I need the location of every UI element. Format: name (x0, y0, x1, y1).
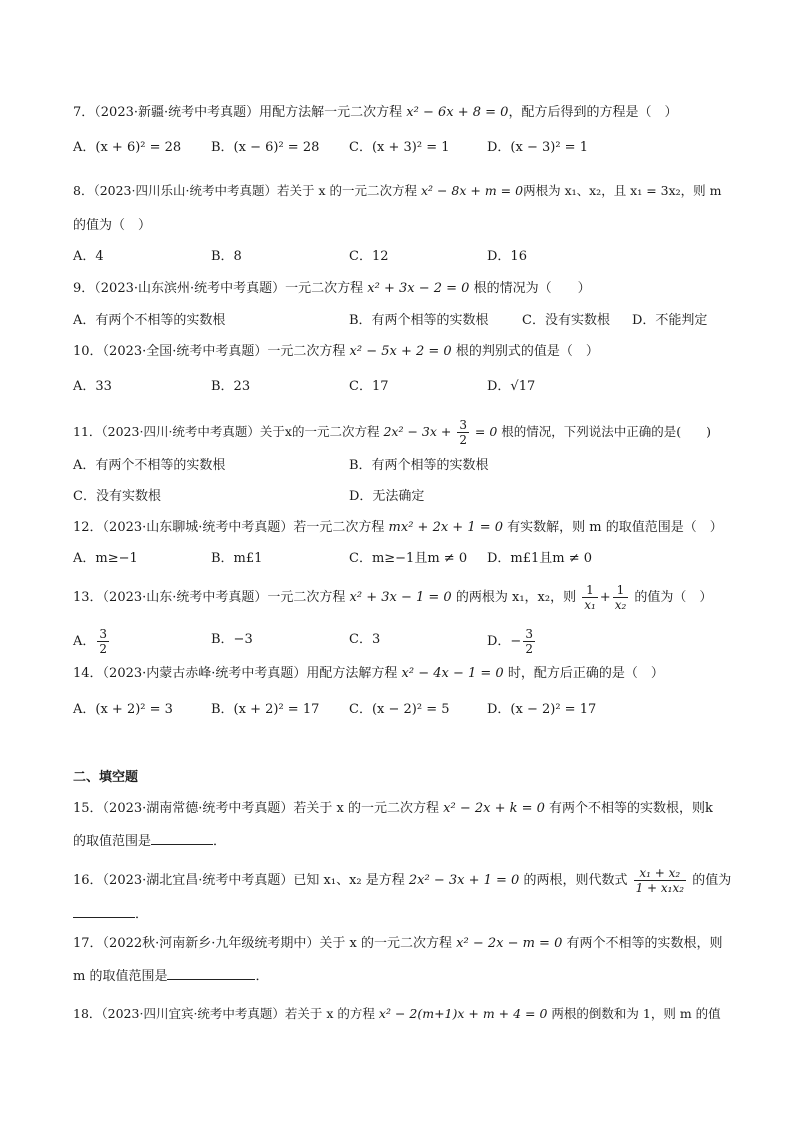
option-a[interactable]: A．有两个不相等的实数根 (73, 313, 226, 328)
question-source: （2023·四川宜宾·统考中考真题） (101, 1006, 285, 1021)
question-number: 14． (73, 666, 103, 681)
option-c[interactable]: C．(x − 2)² = 5 (349, 702, 450, 717)
fraction: $\frac{3}{2}$ (525, 627, 533, 656)
equation: x² + 3x − 1 = 0 (349, 590, 452, 605)
section-title: 二、填空题 (73, 770, 139, 785)
option-a[interactable]: A．有两个不相等的实数根 (73, 458, 226, 473)
question-number: 13． (73, 590, 103, 605)
equation: x² − 6x + 8 = 0 (406, 105, 509, 120)
option-d[interactable]: D．√17 (487, 379, 536, 394)
option-d[interactable]: D．m£1且m ≠ 0 (487, 551, 593, 566)
fraction: $\frac{3}{2}$ (99, 627, 108, 656)
option-a[interactable]: A．33 (73, 379, 112, 394)
question-16-stem-cont: ． (73, 904, 148, 925)
question-8-stem-cont: 的值为（ ） (73, 218, 152, 233)
question-number: 10． (73, 344, 103, 359)
equation: x² − 4x − 1 = 0 (401, 666, 504, 681)
question-number: 7． (73, 105, 95, 120)
option-d[interactable]: D．16 (487, 249, 527, 264)
question-17-stem: 17．（2022秋·河南新乡·九年级统考期中）关于 x 的一元二次方程 x² − 2x − m = 0 有两个不相等的实数根，则 (73, 936, 723, 951)
option-c[interactable]: C．3 (349, 632, 381, 647)
fraction: $\frac{\text{x₁ + x₂}}{\text{1 + x₁x₂}}$ (635, 866, 685, 895)
option-c[interactable]: C．17 (349, 379, 389, 394)
question-8-stem: 8．（2023·四川乐山·统考中考真题）若关于 x 的一元二次方程 x² − 8x + m = 0两根为 x₁、x₂，且 x₁ = 3x₂，则 m (73, 183, 722, 198)
option-a[interactable]: A．(x + 2)² = 3 (73, 702, 173, 717)
option-d[interactable]: D．(x − 3)² = 1 (487, 140, 588, 155)
fraction: $\frac{3}{2}$ (459, 418, 467, 447)
question-12-stem: 12．（2023·山东聊城·统考中考真题）若一元二次方程 mx² + 2x + 1 = 0 有实数解，则 m 的取值范围是（ ） (73, 520, 723, 535)
option-c[interactable]: C．没有实数根 (522, 313, 610, 328)
question-15-stem-cont: 的取值范围是 ． (73, 831, 226, 852)
question-9-stem: 9．（2023·山东滨州·统考中考真题）一元二次方程 x² + 3x − 2 = 0 根的情况为（ ） (73, 281, 591, 296)
answer-blank[interactable] (73, 904, 135, 918)
equation: x² − 2(m+1)x + m + 4 = 0 (378, 1006, 548, 1021)
option-d[interactable]: D．不能判定 (632, 313, 708, 328)
option-b[interactable]: B．有两个相等的实数根 (349, 313, 489, 328)
question-13-stem: 13．（2023·山东·统考中考真题）一元二次方程 x² + 3x − 1 = 0 的两根为 x₁，x₂，则 $\frac{1}{\text{x₁}}$ + $\frac{1}{\text{x₂}}$ 的值为（ ） (73, 583, 713, 612)
question-number: 9． (73, 281, 95, 296)
fraction: $\frac{1}{\text{x₂}}$ (614, 583, 627, 612)
question-source: （2023·山东聊城·统考中考真题） (102, 520, 294, 535)
question-source: （2023·湖北宜昌·统考中考真题） (102, 873, 294, 888)
equation: mx² + 2x + 1 = 0 (388, 520, 504, 535)
equation: 2x² − 3x + $\frac{3}{2}$ = 0 (383, 418, 498, 447)
question-number: 11． (73, 424, 102, 439)
answer-blank[interactable] (167, 966, 255, 980)
question-number: 17． (73, 936, 103, 951)
option-a[interactable]: A．m≥−1 (73, 551, 138, 566)
question-source: （2023·四川乐山·统考中考真题） (93, 183, 277, 198)
option-a[interactable]: A．4 (73, 249, 104, 264)
option-a[interactable]: A． $\frac{3}{2}$ (73, 627, 108, 656)
answer-blank[interactable] (151, 831, 213, 845)
option-c[interactable]: C．12 (349, 249, 389, 264)
question-number: 18． (73, 1006, 102, 1021)
equation: x² − 2x + k = 0 (443, 801, 545, 816)
fraction: $\frac{1}{\text{x₁}}$ (584, 583, 596, 612)
question-17-stem-cont: m 的取值范围是 ． (73, 966, 268, 987)
question-number: 8． (73, 183, 94, 198)
question-source: （2023·山东滨州·统考中考真题） (94, 281, 286, 296)
option-c[interactable]: C．m≥−1且m ≠ 0 (349, 551, 468, 566)
option-c[interactable]: C．没有实数根 (73, 489, 161, 504)
question-15-stem: 15．（2023·湖南常德·统考中考真题）若关于 x 的一元二次方程 x² − 2x + k = 0 有两个不相等的实数根，则k (73, 801, 713, 816)
option-b[interactable]: B．有两个相等的实数根 (349, 458, 489, 473)
option-b[interactable]: B．(x − 6)² = 28 (211, 140, 320, 155)
option-b[interactable]: B．(x + 2)² = 17 (211, 702, 320, 717)
option-c[interactable]: C．(x + 3)² = 1 (349, 140, 450, 155)
equation: x² − 2x − m = 0 (456, 936, 563, 951)
question-7-stem: 7．（2023·新疆·统考中考真题）用配方法解一元二次方程 x² − 6x + 8 = 0，配方后得到的方程是（ ） (73, 105, 678, 120)
equation: x² − 5x + 2 = 0 (349, 344, 452, 359)
option-d[interactable]: D．− $\frac{3}{2}$ (487, 627, 533, 656)
question-11-stem: 11．（2023·四川·统考中考真题）关于x的一元二次方程 2x² − 3x + $\frac{3}{2}$ = 0 根的情况，下列说法中正确的是( ) (73, 418, 712, 447)
option-b[interactable]: B．m£1 (211, 551, 263, 566)
question-source: （2023·内蒙古赤峰·统考中考真题） (102, 666, 307, 681)
option-b[interactable]: B．−3 (211, 632, 253, 647)
question-10-stem: 10．（2023·全国·统考中考真题）一元二次方程 x² − 5x + 2 = 0 根的判别式的值是（ ） (73, 344, 599, 359)
question-source: （2023·山东·统考中考真题） (102, 590, 268, 605)
option-d[interactable]: D．(x − 2)² = 17 (487, 702, 597, 717)
option-b[interactable]: B．23 (211, 379, 251, 394)
question-source: （2022秋·河南新乡·九年级统考期中） (102, 936, 320, 951)
equation: x² − 8x + m = 0 (420, 183, 524, 198)
option-b[interactable]: B．8 (211, 249, 242, 264)
equation: 2x² − 3x + 1 = 0 (408, 873, 520, 888)
option-d[interactable]: D．无法确定 (349, 489, 425, 504)
question-source: （2023·湖南常德·统考中考真题） (102, 801, 294, 816)
question-18-stem: 18．（2023·四川宜宾·统考中考真题）若关于 x 的方程 x² − 2(m+1)x + m + 4 = 0 两根的倒数和为 1，则 m 的值 (73, 1006, 721, 1021)
option-a[interactable]: A．(x + 6)² = 28 (73, 140, 182, 155)
question-number: 16． (73, 873, 103, 888)
question-source: （2023·四川·统考中考真题） (101, 424, 260, 439)
question-source: （2023·全国·统考中考真题） (102, 344, 268, 359)
question-number: 12． (73, 520, 103, 535)
question-source: （2023·新疆·统考中考真题） (94, 105, 260, 120)
question-14-stem: 14．（2023·内蒙古赤峰·统考中考真题）用配方法解方程 x² − 4x − 1 = 0 时，配方后正确的是（ ） (73, 666, 664, 681)
equation: x² + 3x − 2 = 0 (367, 281, 470, 296)
question-number: 15． (73, 801, 103, 816)
question-16-stem: 16．（2023·湖北宜昌·统考中考真题）已知 x₁、x₂ 是方程 2x² − 3x + 1 = 0 的两根，则代数式 $\frac{\text{x₁ + x₂}}{\text{1 + x₁x₂}}$ 的值为 (73, 866, 732, 895)
